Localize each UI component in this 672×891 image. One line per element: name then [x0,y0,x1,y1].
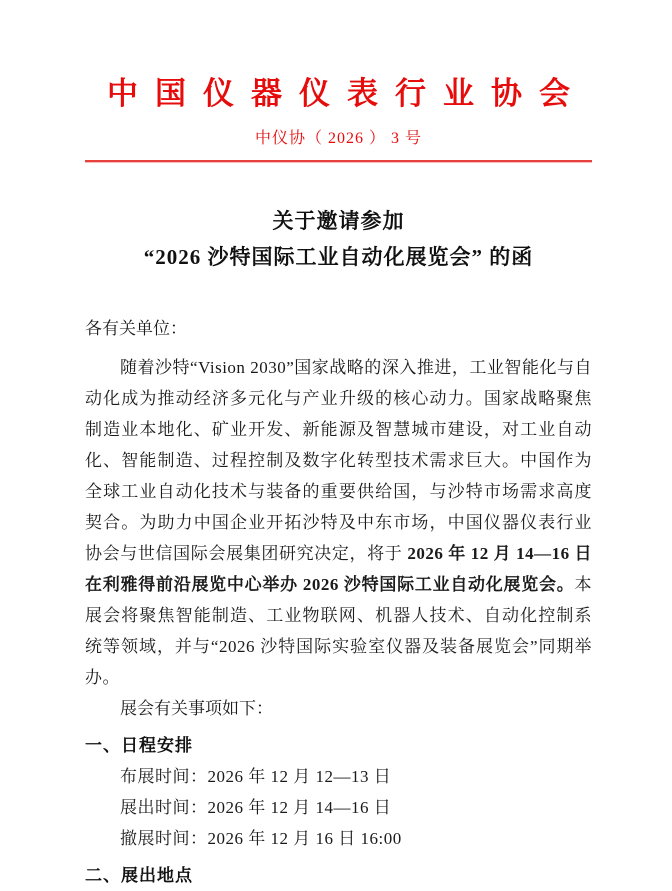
section-2-heading-venue: 二、展出地点 [85,866,193,885]
paragraph-bold-date-venue: 2026 年 12 月 14—16 日在利雅得前沿展览中心举办 2026 沙特国际工业自动化展览会。 [85,544,593,594]
document-title [85,203,592,275]
section-1-heading-schedule: 一、日程安排 [85,736,193,755]
salutation: 各有关单位： [85,319,187,338]
document-title-line1: 关于邀请参加 [272,209,405,233]
document-content [85,0,592,891]
doc-number: 中仪协（ 2026 ） 3 号 [254,130,422,147]
header-divider-rule [85,160,592,163]
org-name-header: 中国仪器仪表行业协会 [107,76,587,111]
schedule-item-setup: 布展时间：2026 年 12 月 12—13 日 [120,767,392,786]
paragraph-text-trail: 本展会将聚焦智能制造、工业物联网、机器人技术、自动化控制系统等领域，并与“2026 沙特国际实验室仪器及装备展览会”同期举办。 [85,575,592,687]
schedule-item-exhibition: 展出时间：2026 年 12 月 14—16 日 [120,798,392,817]
body-paragraph [85,352,592,693]
schedule-item-teardown: 撤展时间：2026 年 12 月 16 日 16:00 [120,829,402,848]
note-line: 展会有关事项如下： [120,699,273,718]
paragraph-text-lead: 随着沙特“Vision 2030”国家战略的深入推进，工业智能化与自动化成为推动经济多元化与产业升级的核心动力。国家战略聚焦制造业本地化、矿业开发、新能源及智慧城市建设，对工业自动化、智能制造、过程控制及数字化转型技术需求巨大。中国作为全球工业自动化技术与装备的重要供给国，与沙特市场需求高度契合。为助力中国企业开拓沙特及中东市场，中国仪器仪表行业协会与世信国际会展集团研究决定，将于 [85,358,592,563]
document-title-line2: “2026 沙特国际工业自动化展览会” 的函 [143,245,534,269]
schedule-list [120,761,592,854]
